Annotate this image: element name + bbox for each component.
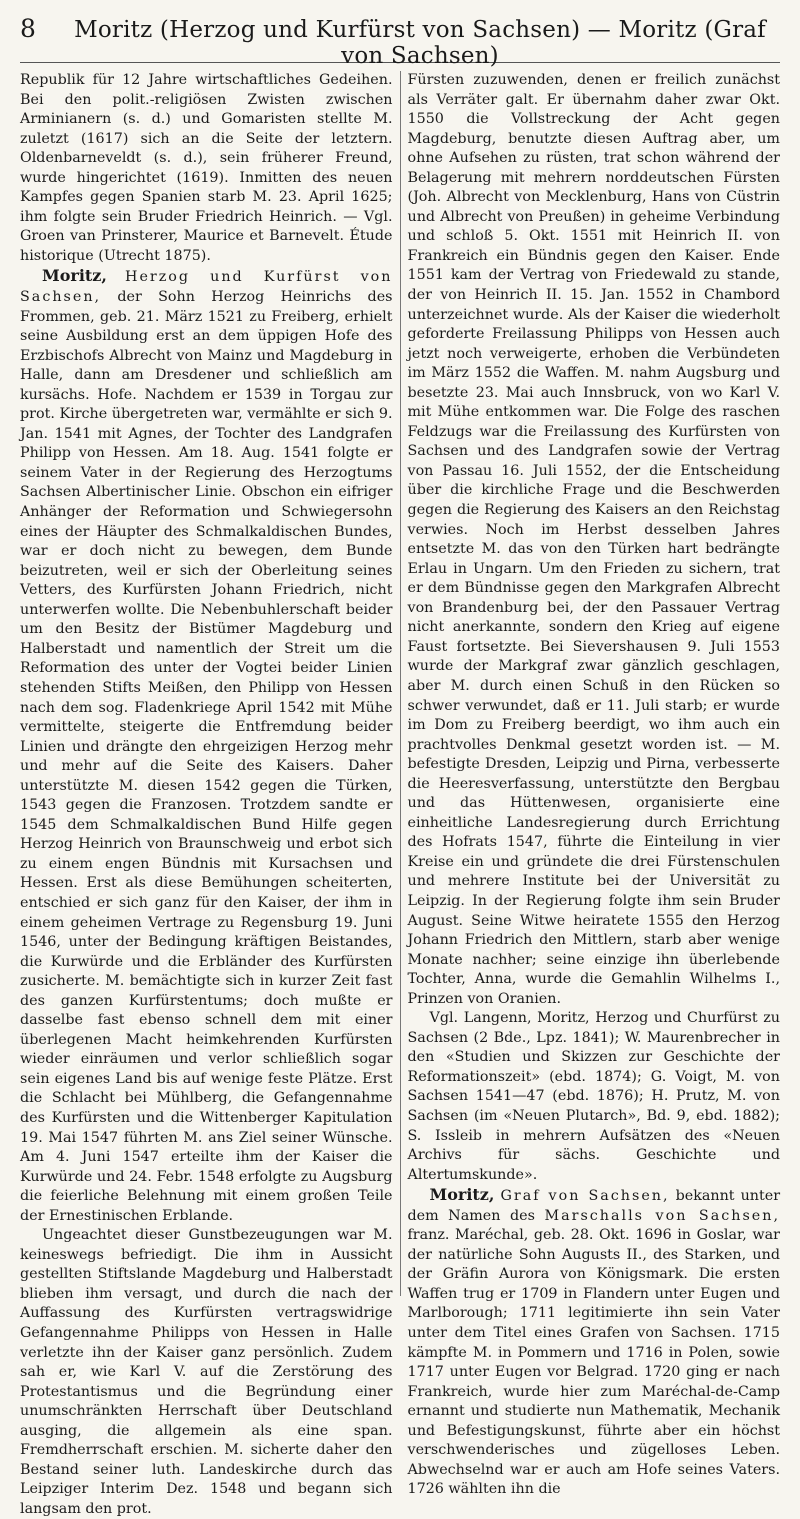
entry-text-mid: bekannt unter dem Namen des <box>407 1188 781 1224</box>
entry-text: der Sohn Herzog Heinrichs des Frommen, geb. 21. März 1521 zu Freiberg, erhielt seine Ausbildung erst an dem üppigen Hofe des Erzbischofs Albrecht von Mainz und Magdeburg in Halle, dann am Dresdener und schließlich am kursächs. Hofe. Nachdem er 1539 in Torgau zur prot. Kirche übergetreten war, vermählte er sich 9. Jan. 1541 mit Agnes, der Tochter des Landgrafen Philipp von Hessen. Am 18. Aug. 1541 folgte er seinem Vater in der Regierung des Herzogtums Sachsen Albertinischer Linie. Obschon ein eifriger Anhänger der Reformation und Schwiegersohn eines der Häupter des Schmalkaldischen Bundes, war er doch nicht zu bewegen, dem Bunde beizutreten, weil er sich der Oberleitung seines Vetters, des Kurfürsten Johann Friedrich, nicht unterwerfen wollte. Die Nebenbuhlerschaft beider um den Besitz der Bistümer Magdeburg und Halberstadt und namentlich der Streit um die Reformation des unter der Vogtei beider Linien stehenden Stifts Meißen, den Philipp von Hessen nach dem sog. Fladenkriege April 1542 mit Mühe vermittelte, steigerte die Entfremdung beider Linien und drängte den ehrgeizigen Herzog mehr und mehr auf die Seite des Kaisers. Daher unterstützte M. diesen 1542 gegen die Türken, 1543 gegen die Franzosen. Trotzdem sandte er 1545 dem Schmalkaldischen Bund Hilfe gegen Herzog Heinrich von Braunschweig und erbot sich zu einem engen Bündnis mit Kursachsen und Hessen. Erst als diese Bemühungen scheiterten, entschied er sich ganz für den Kaiser, der ihm in einem geheimen Vertrage zu Regensburg 19. Juni 1546, unter der Bedingung kräftigen Beistandes, die Kurwürde und die Erbländer des Kurfürsten zusicherte. M. bemächtigte sich in kurzer Zeit fast des ganzen Kurfürstentums; doch mußte er dasselbe fast ebenso schnell dem mit einer überlegenen Macht heimkehrenden Kurfürsten wieder einräumen und verlor schließlich sogar sein eigenes Land bis auf wenige feste Plätze. Erst die Schlacht bei Mühlberg, die Gefangennahme des Kurfürsten und die Wittenberger Kapitulation 19. Mai 1547 führten M. ans Ziel seiner Wünsche. Am 4. Juni 1547 erteilte ihm der Kaiser die Kurwürde und 24. Febr. 1548 erfolgte zu Augsburg die feierliche Belehnung mit einem großen Teile der Ernestinischen Erblande. <box>20 289 393 1224</box>
entry-headword: Moritz, <box>42 266 107 286</box>
left-column <box>20 71 393 1517</box>
text-columns <box>20 71 781 1517</box>
paragraph-second: Ungeachtet dieser Gunstbezeugungen war M. keineswegs befriedigt. Die ihm in Aussicht gestellten Stiftslande Magdeburg und Halberstadt blieben ihm versagt, und durch die nach der Auffassung des Kurfürsten vertragswidrige Gefangennahme Philipps von Hessen in Halle verletzte ihn der Kaiser ganz persönlich. Zudem sah er, wie Karl V. auf die Zerstörung des Protestantismus und die Begründung einer unumschränkten Herrschaft über Deutschland ausging, die allgemein als eine span. Fremdherrschaft erschien. M. sicherte daher den Bestand seiner luth. Landeskirche durch das Leipziger Interim Dez. 1548 und begann sich langsam den prot. <box>20 1227 393 1517</box>
entry-title: Graf von Sachsen, <box>500 1188 670 1205</box>
entry-text: franz. Maréchal, geb. 28. Okt. 1696 in Goslar, war der natürliche Sohn Augusts II., des Starken, und der Gräfin Aurora von Königsmark. Die ersten Waffen trug er 1709 in Flandern unter Eugen und Marlborough; 1711 legitimierte ihn sein Vater unter dem Titel eines Grafen von Sachsen. 1715 kämpfte M. in Pommern und 1716 in Polen, sowie 1717 unter Eugen vor Belgrad. 1720 ging er nach Frankreich, wurde hier zum Maréchal-de-Camp ernannt und studierte nun Mathematik, Mechanik und Befestigungskunst, führte aber ein höchst verschwenderisches und zügelloses Leben. Abwechselnd war er auch am Hofe seines Vaters. 1726 wählten ihn die <box>407 1227 780 1498</box>
column-divider <box>400 71 401 1296</box>
entry-title-second: Marschalls von Sachsen, <box>544 1207 781 1224</box>
entry-headword: Moritz, <box>429 1185 495 1205</box>
running-head: Moritz (Herzog und Kurfürst von Sachsen) — Moritz (Graf von Sachsen) <box>74 17 766 69</box>
paragraph-continuation-right: Fürsten zuzuwenden, denen er freilich zunächst als Verräter galt. Er übernahm daher zwar Okt. 1550 die Vollstreckung der Acht gegen Magdeburg, benutzte diesen Auftrag aber, um ohne Aufsehen zu rüsten, trat schon während der Belagerung mit mehrern norddeutschen Fürsten (Joh. Albrecht von Mecklenburg, Hans von Cüstrin und Albrecht von Preußen) in geheime Verbindung und schloß 5. Okt. 1551 mit Heinrich II. von Frankreich ein Bündnis gegen den Kaiser. Ende 1551 kam der Vertrag von Friedewald zu stande, der von Heinrich II. 15. Jan. 1552 in Chambord unterzeichnet wurde. Als der Kaiser die wiederholt geforderte Freilassung Philipps von Hessen auch jetzt noch verweigerte, erhoben die Verbündeten im März 1552 die Waffen. M. nahm Augsburg und besetzte 23. Mai auch Innsbruck, von wo Karl V. mit Mühe entkommen war. Die Folge des raschen Feldzugs war die Freilassung des Kurfürsten von Sachsen und des Landgrafen sowie der Vertrag von Passau 16. Juli 1552, der die Entscheidung über die kirchliche Frage und die Beschwerden gegen die Regierung des Kaisers an den Reichstag verwies. Noch im Herbst desselben Jahres entsetzte M. das von den Türken hart bedrängte Erlau in Ungarn. Um den Frieden zu sichern, trat er dem Bündnisse gegen den Markgrafen Albrecht von Brandenburg bei, der den Passauer Vertrag nicht anerkannte, sondern den Krieg auf eigene Faust fortsetzte. Bei Sievershausen 9. Juli 1553 wurde der Markgraf zwar gänzlich geschlagen, aber M. durch einen Schuß in den Rücken so schwer verwundet, daß er 11. Juli starb; er wurde im Dom zu Freiberg beerdigt, wo ihm auch ein prachtvolles Denkmal gesetzt worden ist. — M. befestigte Dresden, Leipzig und Pirna, verbesserte die Heeresverfassung, unterstützte den Bergbau und das Hüttenwesen, organisierte eine einheitliche Landesregierung durch Errichtung des Hofrats 1547, führte die Einteilung in vier Kreise ein und gründete die drei Fürstenschulen und mehrere Institute bei der Universität zu Leipzig. In der Regierung folgte ihm sein Bruder August. Seine Witwe heiratete 1555 den Herzog Johann Friedrich den Mittlern, starb aber wenige Monate nachher; seine einzige ihn überlebende Tochter, Anna, wurde die Gemahlin Wilhelms I., Prinzen von Oranien. <box>407 72 780 1007</box>
entry-moritz-graf <box>408 1185 781 1500</box>
right-column <box>407 71 781 1498</box>
page-header <box>20 14 780 69</box>
entry-title: Herzog und Kurfürst von Sachsen, <box>20 269 393 306</box>
entry-moritz-kurfuerst <box>20 266 393 1226</box>
bibliography: Vgl. Langenn, Moritz, Herzog und Churfürst zu Sachsen (2 Bde., Lpz. 1841); W. Maurenbrecher in den «Studien und Skizzen zur Geschichte der Reformationszeit» (ebd. 1874); G. Voigt, M. von Sachsen 1541—47 (ebd. 1876); H. Prutz, M. von Sachsen (im «Neuen Plutarch», Bd. 9, ebd. 1882); S. Issleib in mehrern Aufsätzen des «Neuen Archivs für sächs. Geschichte und Altertumskunde». <box>407 1010 780 1183</box>
paragraph-continuation: Republik für 12 Jahre wirtschaftliches Gedeihen. Bei den polit.-religiösen Zwisten zwischen Arminianern (s. d.) und Gomaristen stellte M. zuletzt (1617) sich an die Seite der letztern. Oldenbarneveldt (s. d.), sein früherer Freund, wurde hingerichtet (1619). Inmitten des neuen Kampfes gegen Spanien starb M. 23. April 1625; ihm folgte sein Bruder Friedrich Heinrich. — Vgl. Groen van Prinsterer, Maurice et Barnevelt. Étude historique (Utrecht 1875). <box>20 72 393 264</box>
page-number: 8 <box>20 14 36 43</box>
